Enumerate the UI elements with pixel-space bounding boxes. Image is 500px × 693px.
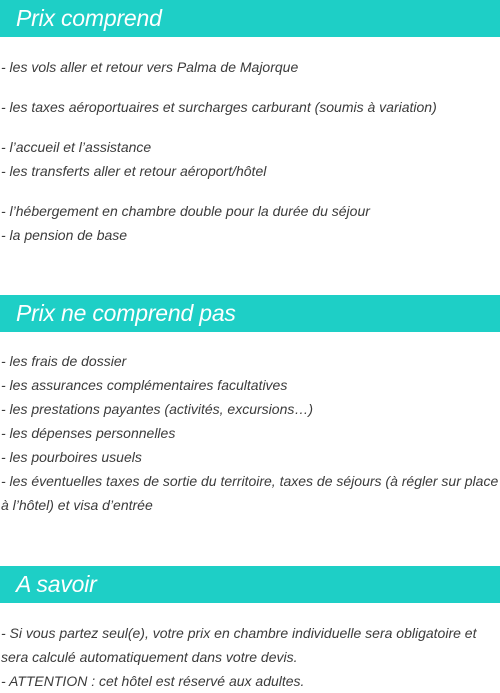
list-item: - les assurances complémentaires facultatives <box>1 377 288 393</box>
list-item: à l’hôtel) et visa d’entrée <box>1 497 153 513</box>
section-title: Prix ne comprend pas <box>16 300 236 326</box>
list-item: - les frais de dossier <box>1 353 127 369</box>
section-header-prix-comprend <box>0 0 500 37</box>
list-item: - les éventuelles taxes de sortie du territoire, taxes de séjours (à régler sur place <box>1 473 499 489</box>
section-title: Prix comprend <box>16 5 162 31</box>
list-item: - l’hébergement en chambre double pour la durée du séjour <box>1 203 370 219</box>
list-item: sera calculé automatiquement dans votre devis. <box>1 649 298 665</box>
list-item: - les vols aller et retour vers Palma de Majorque <box>1 59 299 75</box>
section-header-a-savoir <box>0 566 500 603</box>
list-item: - la pension de base <box>1 227 128 243</box>
list-item: - l’accueil et l’assistance <box>1 139 152 155</box>
list-item: - ATTENTION : cet hôtel est réservé aux adultes. <box>1 673 305 689</box>
list-item: - les dépenses personnelles <box>1 425 176 441</box>
list-item: - les pourboires usuels <box>1 449 142 465</box>
list-item: - Si vous partez seul(e), votre prix en chambre individuelle sera obligatoire et <box>1 625 477 641</box>
list-item: - les transferts aller et retour aéroport/hôtel <box>1 163 267 179</box>
section-title: A savoir <box>16 571 97 597</box>
section-header-prix-ne-comprend-pas <box>0 295 500 332</box>
list-item: - les prestations payantes (activités, excursions…) <box>1 401 314 417</box>
list-item: - les taxes aéroportuaires et surcharges carburant (soumis à variation) <box>1 99 437 115</box>
